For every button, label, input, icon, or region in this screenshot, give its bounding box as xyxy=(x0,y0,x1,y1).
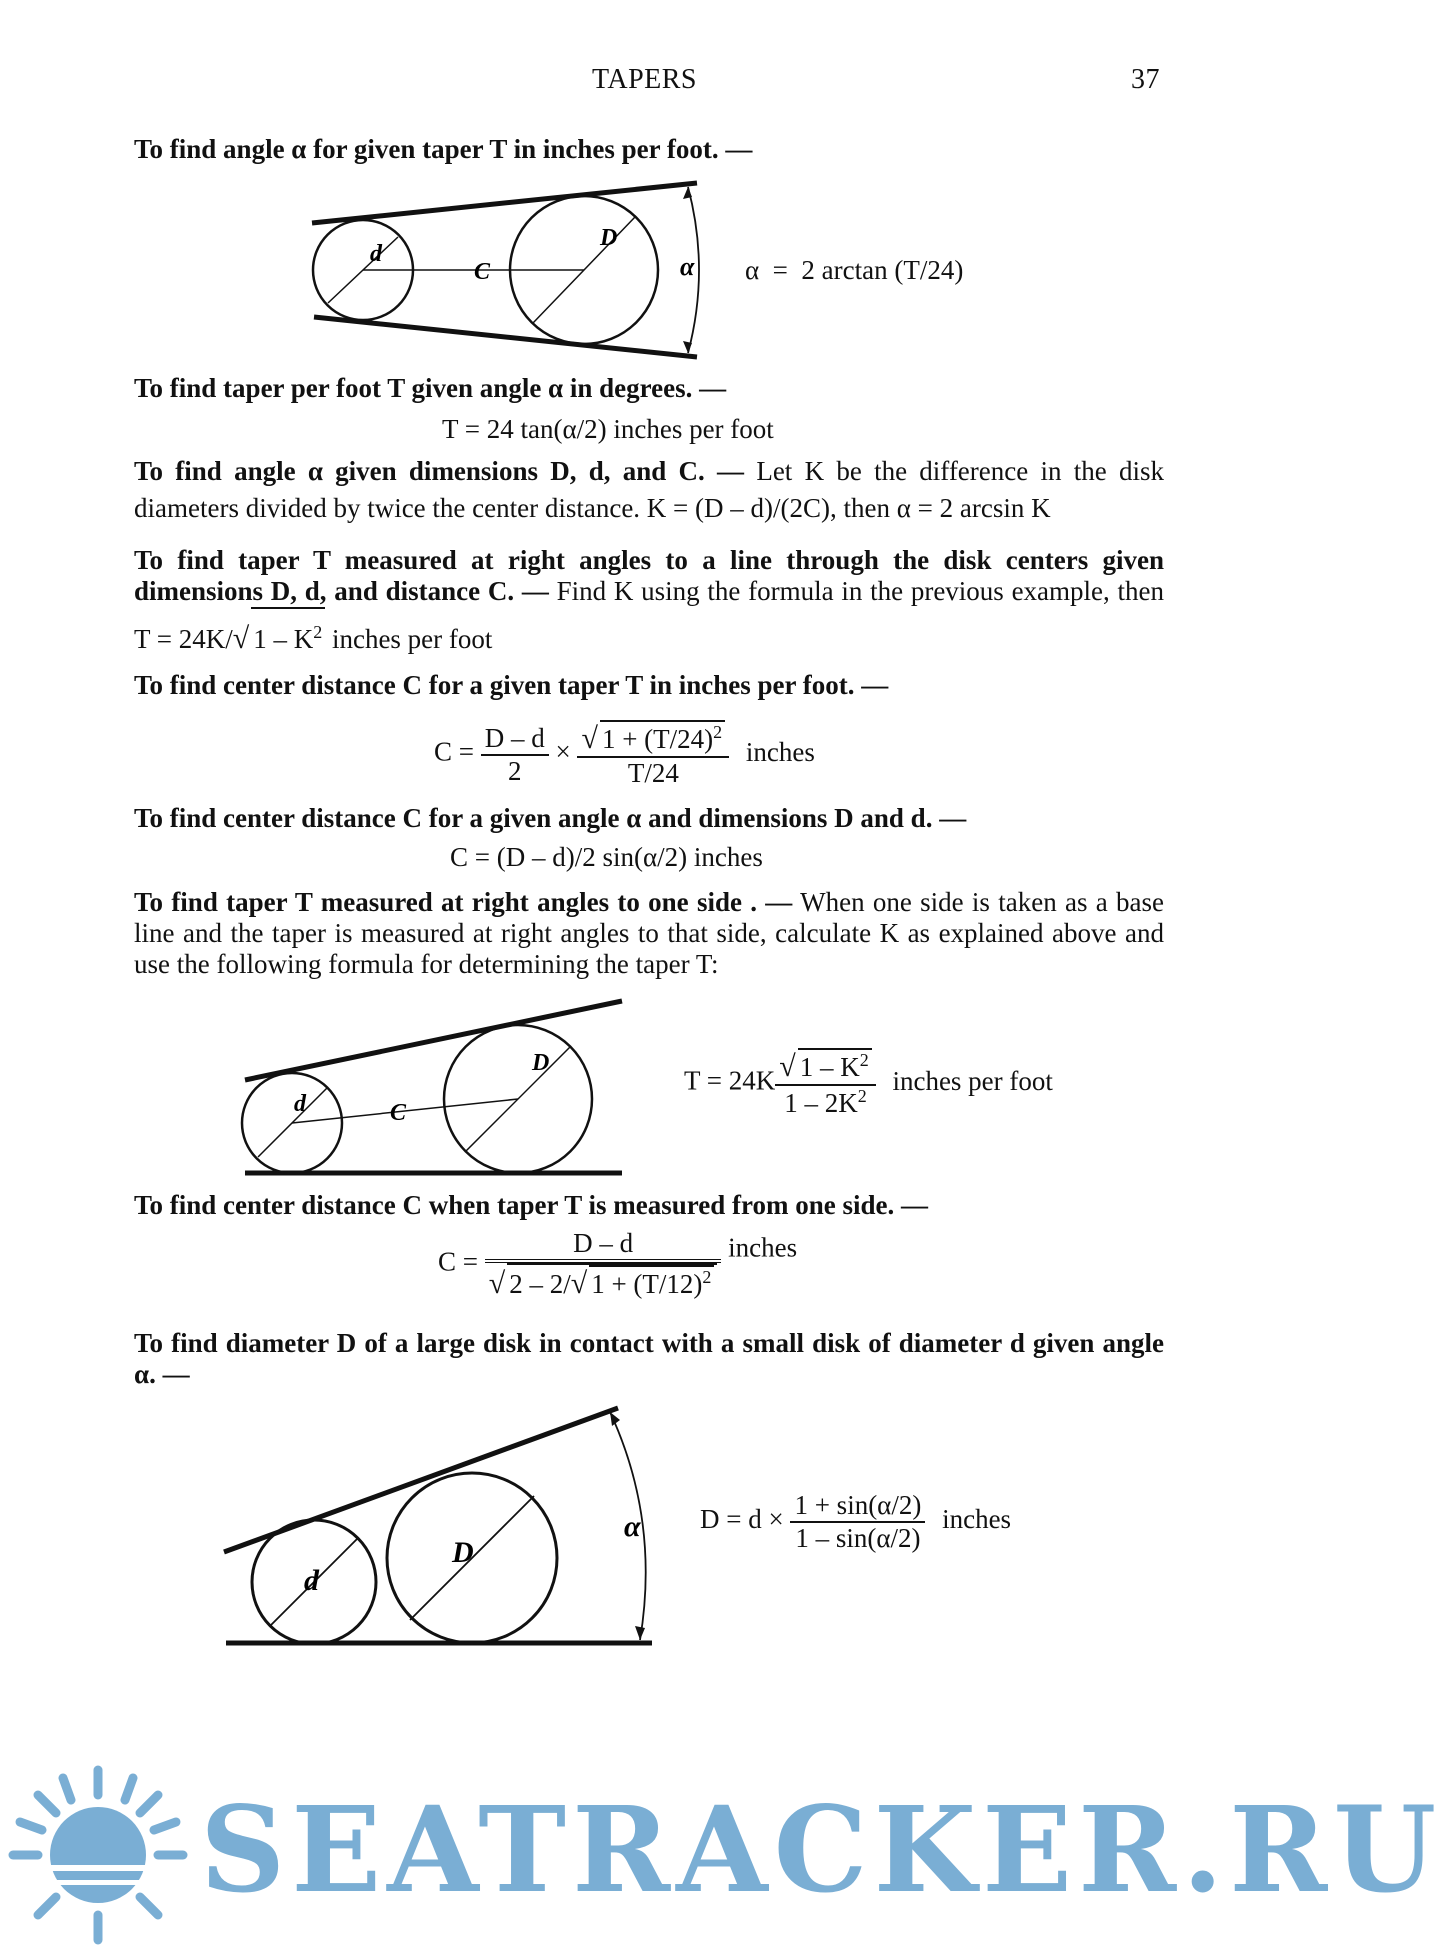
formula-angle-from-taper: α = 2 arctan (T/24) xyxy=(745,255,964,285)
watermark-text: SEATRACKER.RU xyxy=(200,1780,1442,1919)
upper-tangent-line xyxy=(224,1408,618,1552)
formula-taper-one-side: T = 24K $\frac{√ 1 - K^2}{1 - 2K^2}$ inches per foot xyxy=(684,1050,1053,1118)
label-angle-alpha: α xyxy=(680,252,695,281)
small-diameter-arrow xyxy=(258,1087,328,1157)
paragraph-taper-one-side xyxy=(134,887,1164,980)
text-angle-from-dimensions: Let K be the difference in the disk diameters divided by twice the center distance. K = (D – d)/(2C), then xyxy=(134,456,1165,523)
heading-taper-through-centers: To find taper T measured at right angles to a line through the disk centers given dimensions D, d, and distance C. — xyxy=(134,545,1164,606)
label-angle-alpha: α xyxy=(624,1510,641,1543)
formula-taper-through-centers: T = 24K/√ $1 - K^2$ inches per foot xyxy=(134,624,492,654)
heading-diameter-from-angle: To find diameter D of a large disk in contact with a small disk of diameter d given angle α. — xyxy=(134,1328,1164,1389)
text-taper-one-side: When one side is taken as a base line and the taper is measured at right angles to that side, calculate K as explained above and use the following formula for determining the taper T: xyxy=(134,887,1165,979)
heading-angle-from-dimensions: To find angle α given dimensions D, d, and C. — xyxy=(134,456,745,486)
paragraph-taper-through-centers xyxy=(134,545,1164,663)
lower-tangent-line xyxy=(314,317,697,357)
text-taper-through-centers: Find K using the formula in the previous example, then xyxy=(556,576,1165,606)
paragraph-diameter-from-angle xyxy=(134,1328,1164,1390)
upper-tangent-line xyxy=(245,1001,622,1080)
paragraph-angle-from-dimensions xyxy=(134,456,1164,530)
formula-diameter-from-angle: D = d × $\frac{1 + \sin(\alpha/2)}{1 - \sin(\alpha/2)}$ inches xyxy=(700,1490,1012,1553)
large-diameter-arrow xyxy=(466,1047,570,1151)
label-large-D: D xyxy=(532,1050,550,1076)
label-large-D: D xyxy=(452,1536,474,1569)
formula-center-from-taper: C = $\frac{D - d}{2}$ × $\frac{√ 1 + (T/24)^2}{T/24}$ inches xyxy=(434,722,815,788)
heading-taper-from-angle: To find taper per foot T given angle α in degrees. — xyxy=(134,373,727,403)
label-small-d: d xyxy=(294,1091,306,1117)
formula-center-one-side: C = $\frac{D - d}{√ 2 - 2/√ 1 + (T/12)^2}$ inches xyxy=(438,1228,798,1300)
label-center-c: C xyxy=(474,259,491,285)
page-number: 37 xyxy=(1131,64,1160,95)
formula-lhs: α xyxy=(745,255,760,285)
upper-tangent-line xyxy=(312,183,697,223)
diagram-touching-disks xyxy=(220,1400,660,1650)
heading-taper-one-side: To find taper T measured at right angles to one side . — xyxy=(134,887,793,917)
formula-rhs: 2 arctan (T/24) xyxy=(801,255,964,285)
heading-center-from-angle: To find center distance C for a given angle α and dimensions D and d. — xyxy=(134,803,967,833)
formula-taper-from-angle: T = 24 tan(α/2) inches per foot xyxy=(442,414,774,444)
heading-center-from-taper: To find center distance C for a given taper T in inches per foot. — xyxy=(134,670,889,700)
sun-logo xyxy=(8,1760,188,1950)
label-large-D: D xyxy=(600,225,618,251)
label-center-c: C xyxy=(390,1100,407,1126)
heading-center-one-side: To find center distance C when taper T is measured from one side. — xyxy=(134,1190,929,1220)
label-small-d: d xyxy=(304,1564,319,1597)
diagram-two-disks-symmetric xyxy=(300,175,720,365)
heading-angle-from-taper: To find angle α for given taper T in inches per foot. — xyxy=(134,134,753,164)
formula-angle-from-dimensions: α = 2 arcsin K xyxy=(896,493,1051,523)
formula-center-from-angle: C = (D – d)/2 sin(α/2) inches xyxy=(450,842,763,872)
running-header-title: TAPERS xyxy=(592,64,698,95)
diagram-two-disks-one-side xyxy=(240,995,630,1180)
label-small-d: d xyxy=(370,241,382,267)
